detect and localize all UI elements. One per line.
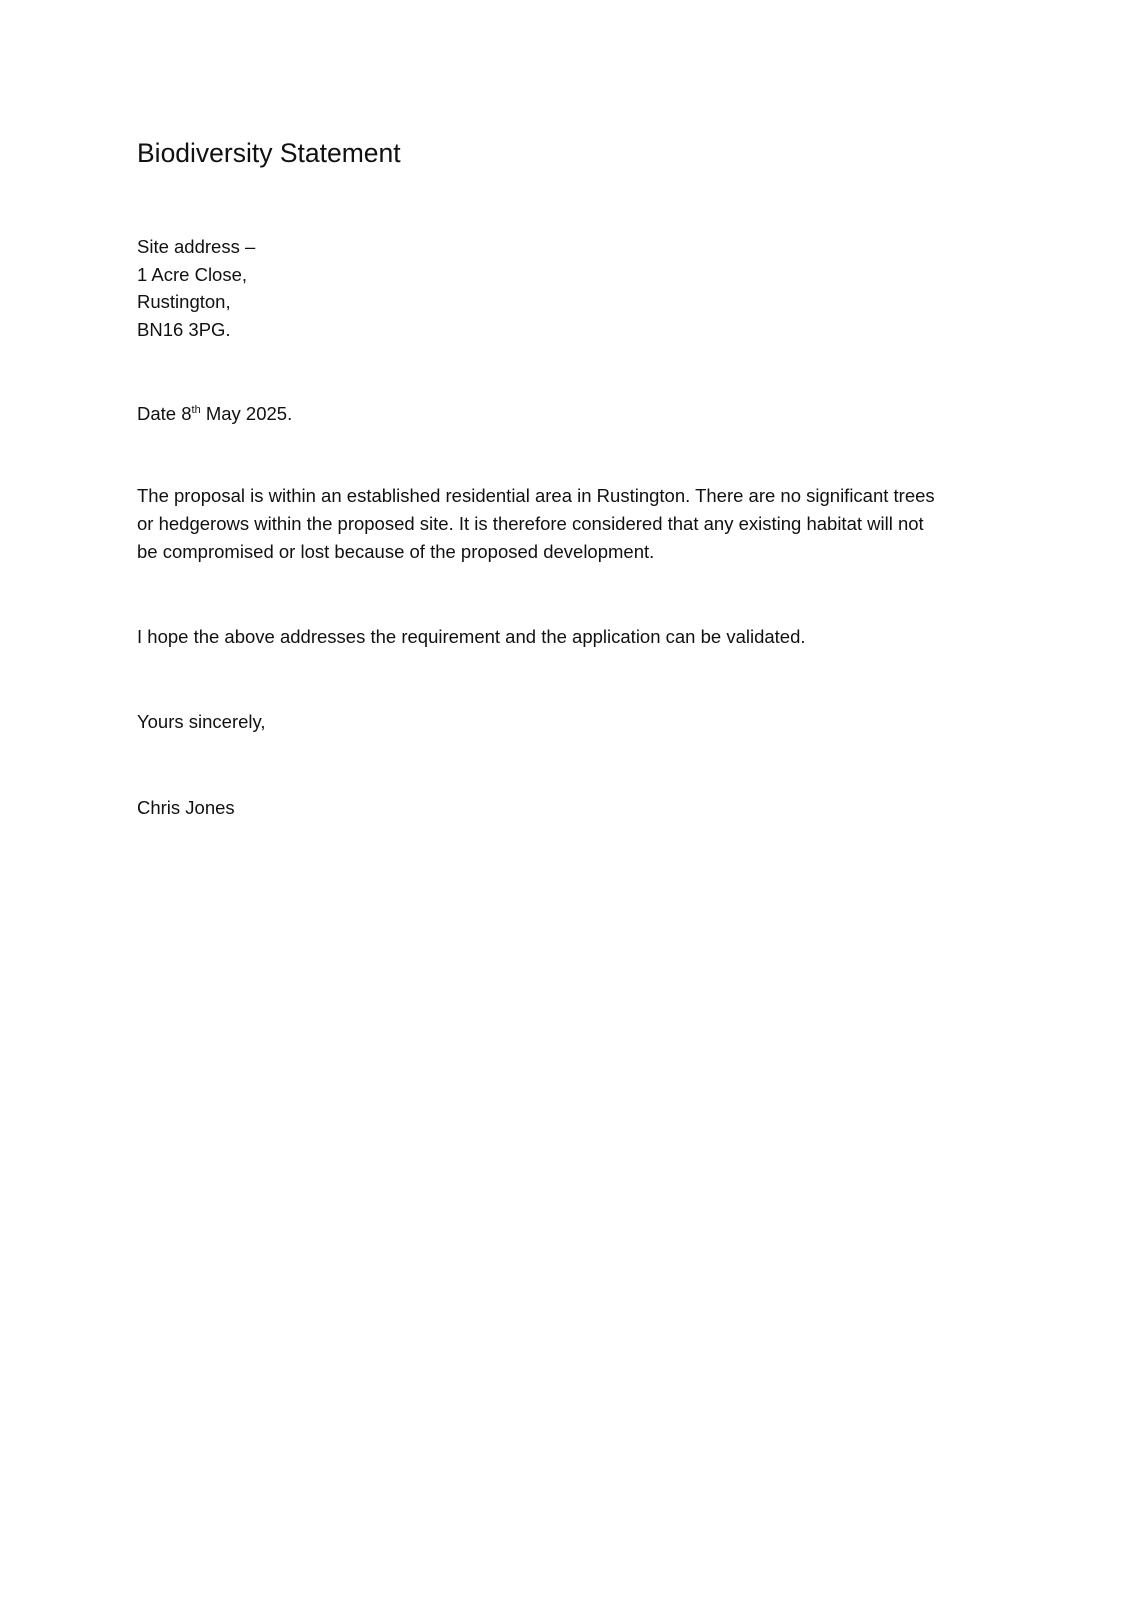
statement-line-1: The proposal is within an established residential area in Rustington. There are no significant trees [137,485,935,506]
date-suffix: May 2025. [200,403,293,424]
page-title: Biodiversity Statement [137,138,401,168]
document-date [137,400,292,428]
site-address-line-3: BN16 3PG. [137,318,231,340]
signature-name: Chris Jones [137,797,235,818]
date-prefix: Date 8 [137,403,192,424]
site-address-line-1: 1 Acre Close, [137,263,248,285]
site-address-block [137,233,255,343]
closing-salutation: Yours sincerely, [137,711,266,732]
request-line: I hope the above addresses the requirement and the application can be validated. [137,626,806,647]
statement-line-2: or hedgerows within the proposed site. It is therefore considered that any existing habitat will not [137,513,924,534]
statement-line-3: be compromised or lost because of the proposed development. [137,541,655,562]
date-ordinal-suffix: th [191,404,201,416]
site-address-label: Site address – [137,236,256,257]
site-address-line-2: Rustington, [137,291,231,312]
statement-paragraph [137,482,997,566]
request-paragraph [137,623,997,651]
